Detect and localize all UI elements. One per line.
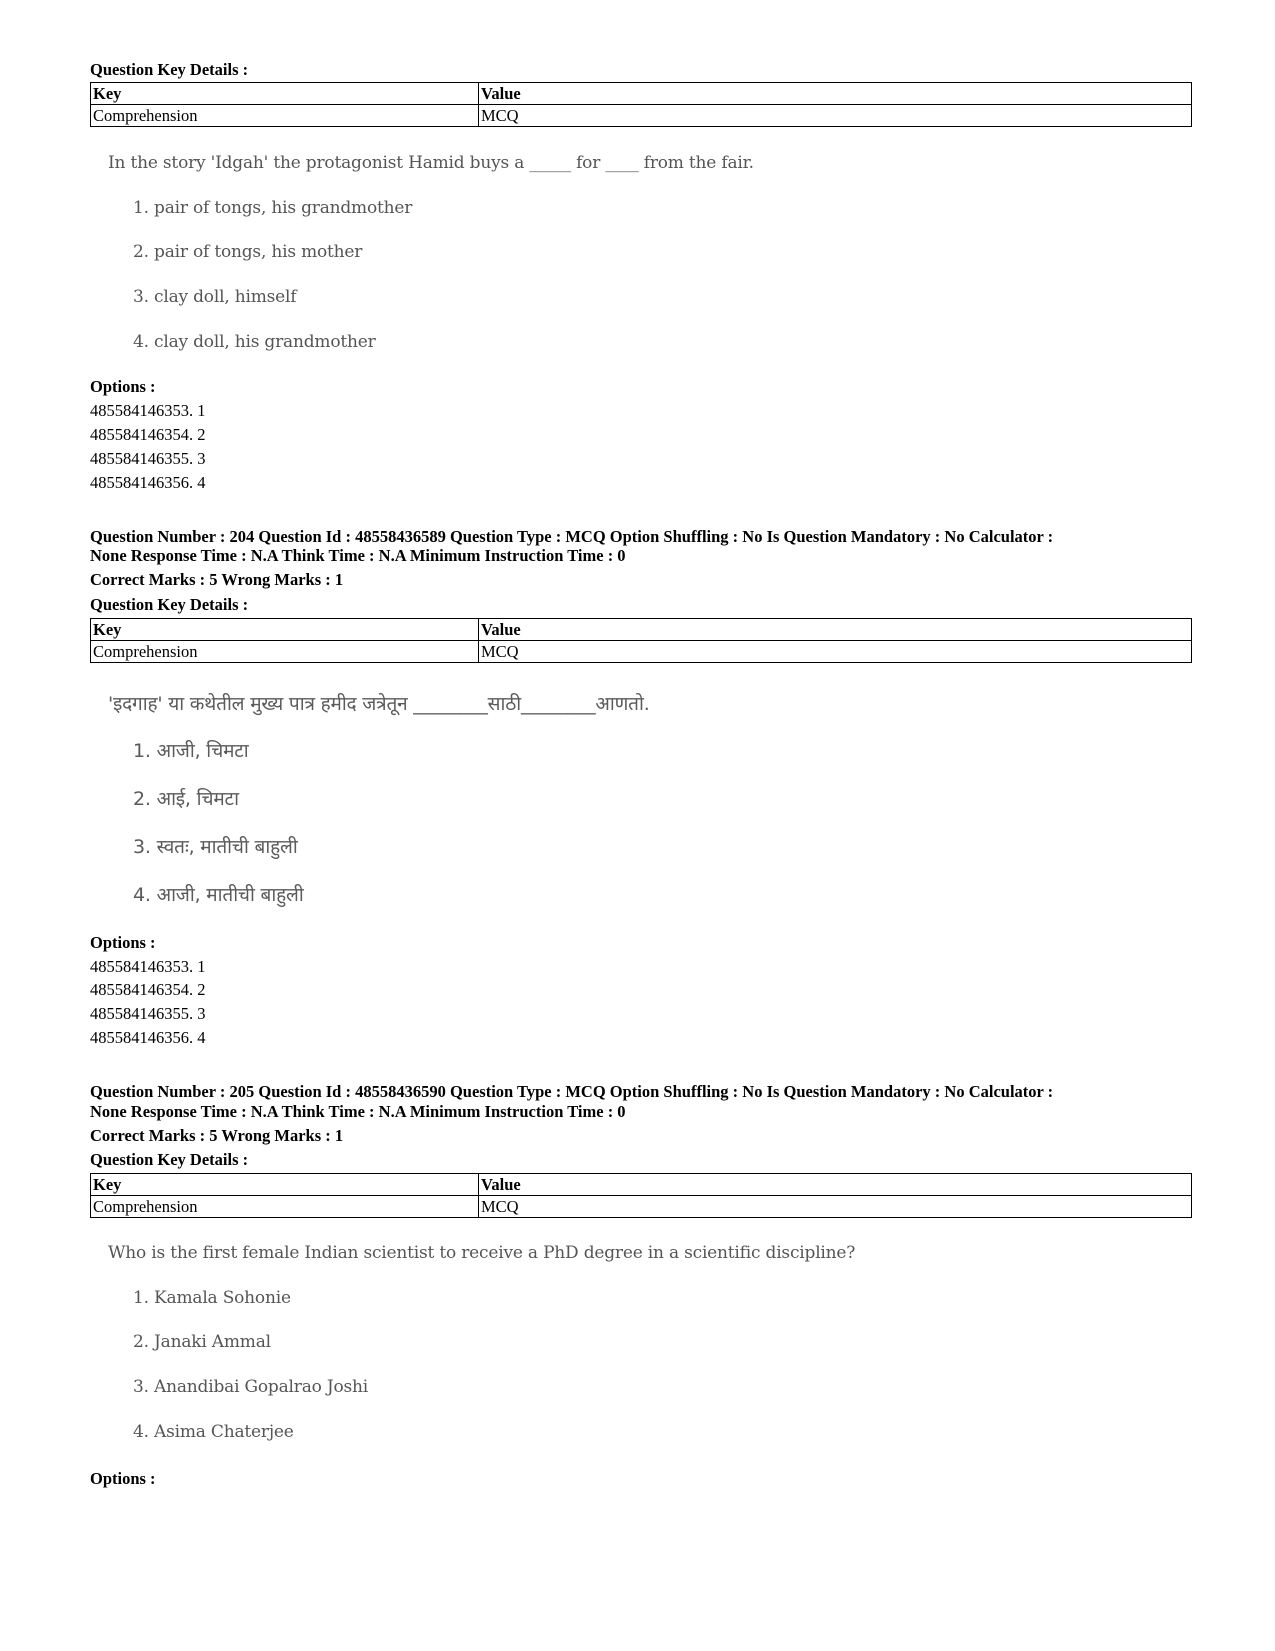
question-option: 4. clay doll, his grandmother <box>133 332 376 352</box>
table-cell-key: Comprehension <box>91 105 479 127</box>
option-id: 485584146356. 4 <box>90 1028 206 1047</box>
question-option: 3. स्वतः, मातीची बाहुली <box>133 836 298 858</box>
option-id: 485584146353. 1 <box>90 957 206 976</box>
table-cell-value: MCQ <box>479 641 1192 663</box>
question-header-line2: None Response Time : N.A Think Time : N.A Minimum Instruction Time : 0 <box>90 1102 626 1121</box>
option-id: 485584146354. 2 <box>90 980 206 999</box>
option-id: 485584146356. 4 <box>90 473 206 492</box>
question-option: 2. आई, चिमटा <box>133 788 239 810</box>
table-cell-value: MCQ <box>479 1196 1192 1218</box>
option-id: 485584146354. 2 <box>90 425 206 444</box>
key-details-label: Question Key Details : <box>90 1150 249 1169</box>
marks-line: Correct Marks : 5 Wrong Marks : 1 <box>90 1126 344 1145</box>
key-details-label: Question Key Details : <box>90 60 249 79</box>
options-label: Options : <box>90 1469 156 1488</box>
question-option: 2. pair of tongs, his mother <box>133 242 363 262</box>
table-cell-key: Comprehension <box>91 1196 479 1218</box>
option-id: 485584146355. 3 <box>90 1004 206 1023</box>
table-header-key: Key <box>91 1174 479 1196</box>
question-option: 1. Kamala Sohonie <box>133 1288 291 1308</box>
table-header-key: Key <box>91 619 479 641</box>
option-id: 485584146355. 3 <box>90 449 206 468</box>
option-id: 485584146353. 1 <box>90 401 206 420</box>
table-header-value: Value <box>479 83 1192 105</box>
question-text: Who is the first female Indian scientist to receive a PhD degree in a scientific discipline? <box>108 1243 856 1263</box>
key-details-label: Question Key Details : <box>90 595 249 614</box>
key-value-table <box>90 618 1192 663</box>
options-label: Options : <box>90 377 156 396</box>
question-option: 4. आजी, मातीची बाहुली <box>133 884 304 906</box>
question-option: 2. Janaki Ammal <box>133 1332 271 1352</box>
question-header-line1: Question Number : 205 Question Id : 48558436590 Question Type : MCQ Option Shuffling : No Is Question Mandatory : No Calculator : <box>90 1082 1054 1101</box>
options-label: Options : <box>90 933 156 952</box>
question-header-line2: None Response Time : N.A Think Time : N.A Minimum Instruction Time : 0 <box>90 546 626 565</box>
question-option: 3. clay doll, himself <box>133 287 297 307</box>
table-header-key: Key <box>91 83 479 105</box>
key-value-table <box>90 82 1192 127</box>
question-option: 1. pair of tongs, his grandmother <box>133 198 413 218</box>
question-option: 1. आजी, चिमटा <box>133 740 249 762</box>
question-option: 4. Asima Chaterjee <box>133 1422 294 1442</box>
question-text: In the story 'Idgah' the protagonist Hamid buys a _____ for ____ from the fair. <box>108 153 754 173</box>
key-value-table <box>90 1173 1192 1218</box>
question-option: 3. Anandibai Gopalrao Joshi <box>133 1377 369 1397</box>
table-cell-value: MCQ <box>479 105 1192 127</box>
table-cell-key: Comprehension <box>91 641 479 663</box>
marks-line: Correct Marks : 5 Wrong Marks : 1 <box>90 570 344 589</box>
question-text: 'इदगाह' या कथेतील मुख्य पात्र हमीद जत्रेतून ________साठी________आणतो. <box>108 693 650 715</box>
table-header-value: Value <box>479 619 1192 641</box>
table-header-value: Value <box>479 1174 1192 1196</box>
question-header-line1: Question Number : 204 Question Id : 48558436589 Question Type : MCQ Option Shuffling : No Is Question Mandatory : No Calculator : <box>90 527 1054 546</box>
